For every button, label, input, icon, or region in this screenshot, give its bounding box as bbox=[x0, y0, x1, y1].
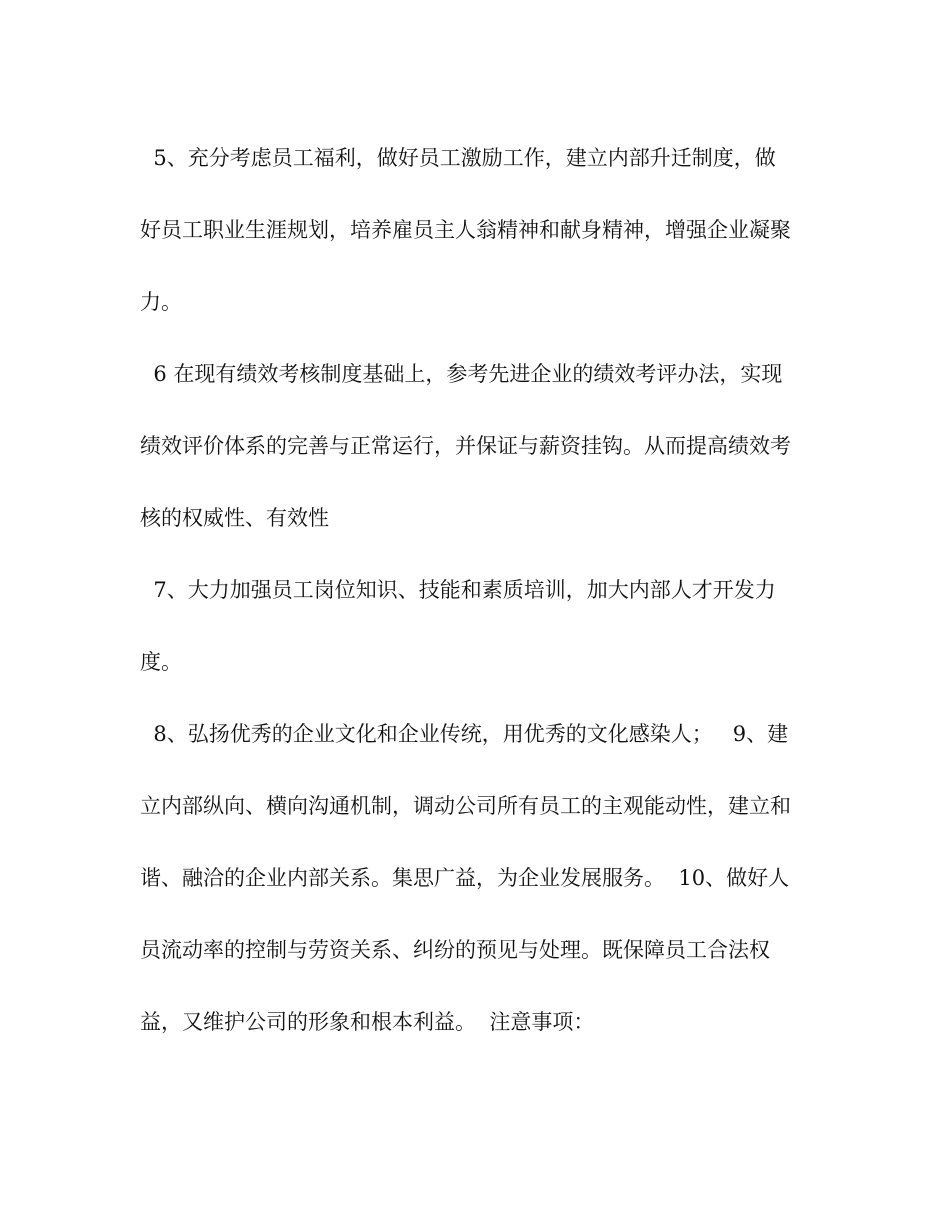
text-line: 5、充分考虑员工福利，做好员工激励工作，建立内部升迁制度，做 bbox=[140, 146, 776, 170]
text-line: 立内部纵向、横向沟通机制，调动公司所有员工的主观能动性，建立和 bbox=[140, 794, 791, 818]
text-line: 力。 bbox=[140, 290, 182, 314]
text-line: 8、弘扬优秀的企业文化和企业传统，用优秀的文化感染人； 9、建 bbox=[140, 722, 789, 746]
text-line: 好员工职业生涯规划，培养雇员主人翁精神和献身精神，增强企业凝聚 bbox=[140, 218, 791, 242]
text-line: 员流动率的控制与劳资关系、纠纷的预见与处理。既保障员工合法权 bbox=[140, 938, 770, 962]
text-line: 谐、融洽的企业内部关系。集思广益，为企业发展服务。 10、做好人 bbox=[140, 866, 790, 890]
text-line: 6 在现有绩效考核制度基础上，参考先进企业的绩效考评办法，实现 bbox=[140, 362, 783, 386]
text-line: 7、大力加强员工岗位知识、技能和素质培训，加大内部人才开发力 bbox=[140, 578, 776, 602]
text-line: 绩效评价体系的完善与正常运行，并保证与薪资挂钩。从而提高绩效考 bbox=[140, 434, 791, 458]
text-line: 益，又维护公司的形象和根本利益。 注意事项： bbox=[140, 1010, 595, 1034]
text-line: 度。 bbox=[140, 650, 182, 674]
text-line: 核的权威性、有效性 bbox=[140, 506, 329, 530]
